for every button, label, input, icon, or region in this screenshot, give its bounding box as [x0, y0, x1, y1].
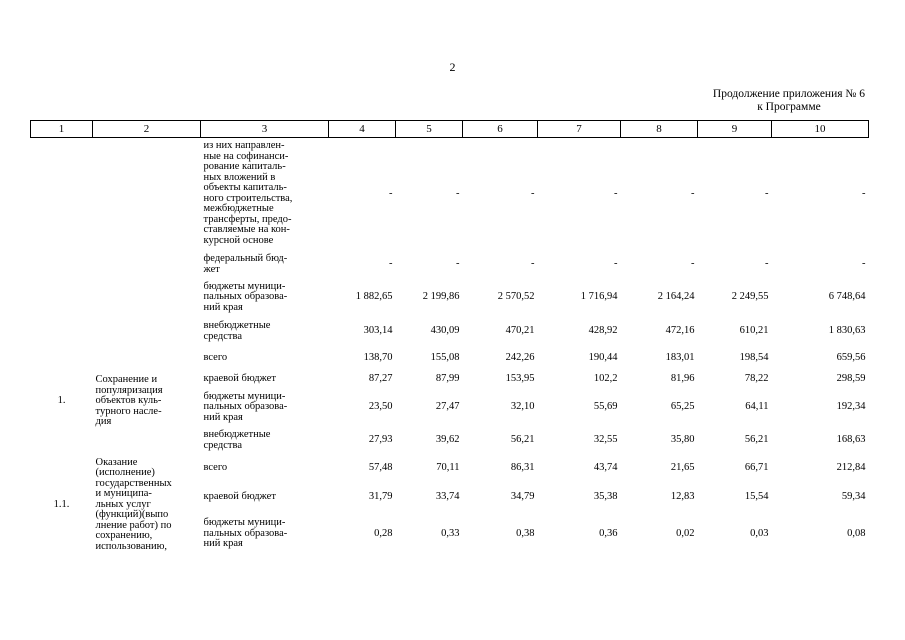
value-cell: 66,71 — [744, 461, 769, 473]
value-cell: 0,03 — [750, 527, 769, 539]
table-body — [31, 138, 869, 555]
section-name: Сохранение и популяризация объектов куль- турного насле- дия — [95, 374, 163, 428]
section-code: 1. — [57, 395, 66, 407]
value-cell: 298,59 — [836, 373, 866, 385]
table-row — [31, 138, 869, 250]
code-cell — [31, 138, 93, 250]
value-cell: 1 716,94 — [580, 291, 618, 303]
section-code: 1.1. — [53, 498, 70, 510]
value-cell: - — [691, 258, 695, 270]
value-cell: 56,21 — [744, 434, 769, 446]
value-cell: 0,36 — [599, 527, 618, 539]
name-cell — [93, 138, 201, 250]
value-cell: 470,21 — [505, 325, 535, 337]
value-cell: 2 249,55 — [731, 291, 769, 303]
code-cell — [31, 280, 93, 316]
name-cell — [93, 316, 201, 348]
row-label: внебюджетные средства — [203, 320, 271, 342]
value-cell: - — [765, 258, 769, 270]
value-cell: 192,34 — [836, 401, 866, 413]
value-cell: 153,95 — [505, 373, 535, 385]
column-header: 2 — [93, 121, 201, 138]
value-cell: 39,62 — [435, 434, 460, 446]
value-cell: 32,55 — [593, 434, 618, 446]
value-cell: 430,09 — [430, 325, 460, 337]
value-cell: 70,11 — [436, 461, 460, 473]
table-row — [31, 316, 869, 348]
value-cell: 6 748,64 — [828, 291, 866, 303]
code-cell — [31, 250, 93, 280]
row-label: бюджеты муници- пальных образова- ний края — [203, 517, 288, 550]
column-header: 4 — [329, 121, 396, 138]
value-cell: - — [531, 187, 535, 199]
value-cell: 87,99 — [435, 373, 460, 385]
row-label: федеральный бюд- жет — [203, 253, 288, 275]
value-cell: 87,27 — [368, 373, 393, 385]
value-cell: - — [614, 258, 618, 270]
appendix-note — [713, 88, 865, 114]
table-row — [31, 250, 869, 280]
column-header: 7 — [538, 121, 621, 138]
value-cell: - — [862, 258, 866, 270]
value-cell: 2 164,24 — [657, 291, 695, 303]
value-cell: 23,50 — [368, 401, 393, 413]
value-cell: 102,2 — [593, 373, 618, 385]
row-label: внебюджетные средства — [203, 429, 271, 451]
row-label: краевой бюджет — [203, 490, 276, 502]
value-cell: - — [531, 258, 535, 270]
value-cell: 59,34 — [841, 490, 866, 502]
value-cell: - — [614, 187, 618, 199]
row-label: бюджеты муници- пальных образова- ний края — [203, 280, 288, 313]
value-cell: 0,38 — [516, 527, 535, 539]
value-cell: 21,65 — [670, 461, 695, 473]
value-cell: 0,08 — [847, 527, 866, 539]
value-cell: 428,92 — [588, 325, 618, 337]
value-cell: 472,16 — [665, 325, 695, 337]
value-cell: 35,80 — [670, 434, 695, 446]
value-cell: 242,26 — [505, 352, 535, 364]
value-cell: 610,21 — [739, 325, 769, 337]
value-cell: - — [862, 187, 866, 199]
value-cell: 2 570,52 — [497, 291, 535, 303]
value-cell: - — [691, 187, 695, 199]
value-cell: 1 882,65 — [355, 291, 393, 303]
value-cell: 43,74 — [593, 461, 618, 473]
row-label: всего — [203, 352, 228, 364]
column-header: 8 — [621, 121, 698, 138]
name-cell — [93, 280, 201, 316]
value-cell: - — [389, 187, 393, 199]
value-cell: 32,10 — [510, 401, 535, 413]
value-cell: 155,08 — [430, 352, 460, 364]
column-header: 3 — [201, 121, 329, 138]
value-cell: 34,79 — [510, 490, 535, 502]
value-cell: 81,96 — [670, 373, 695, 385]
budget-table — [30, 120, 869, 554]
value-cell: 33,74 — [435, 490, 460, 502]
value-cell: 12,83 — [670, 490, 695, 502]
appendix-note-line1: Продолжение приложения № 6 — [712, 88, 865, 100]
value-cell: 55,69 — [593, 401, 618, 413]
row-label: из них направлен- ные на софинанси- рование капиталь- ных вложений в объекты капиталь- ного строительства, межбюджетные трансферты, предо- ставляемые на кон- курсной основе — [203, 140, 293, 246]
value-cell: 1 830,63 — [828, 325, 866, 337]
name-cell — [93, 250, 201, 280]
value-cell: 659,56 — [836, 352, 866, 364]
value-cell: 212,84 — [836, 461, 866, 473]
section-name: Оказание (исполнение) государственных и муниципа- льных услуг (функций)(выпо лнение работ) по сохранению, использованию, — [95, 456, 172, 552]
value-cell: 78,22 — [744, 373, 769, 385]
value-cell: 35,38 — [593, 490, 618, 502]
column-number-row — [31, 121, 869, 138]
value-cell: 86,31 — [510, 461, 535, 473]
page-number: 2 — [449, 60, 456, 74]
value-cell: 56,21 — [510, 434, 535, 446]
value-cell: - — [456, 187, 460, 199]
value-cell: 2 199,86 — [422, 291, 460, 303]
column-header: 5 — [396, 121, 463, 138]
table-row — [31, 348, 869, 370]
value-cell: 0,33 — [441, 527, 460, 539]
value-cell: 168,63 — [836, 434, 866, 446]
value-cell: 190,44 — [588, 352, 618, 364]
value-cell: 27,93 — [368, 434, 393, 446]
value-cell: - — [765, 187, 769, 199]
value-cell: 15,54 — [744, 490, 769, 502]
value-cell: 303,14 — [363, 325, 393, 337]
row-label: краевой бюджет — [203, 373, 276, 385]
value-cell: 64,11 — [745, 401, 769, 413]
value-cell: 0,02 — [676, 527, 695, 539]
value-cell: 65,25 — [670, 401, 695, 413]
value-cell: 0,28 — [374, 527, 393, 539]
value-cell: - — [389, 258, 393, 270]
column-header: 1 — [31, 121, 93, 138]
column-header: 9 — [698, 121, 772, 138]
value-cell: 57,48 — [368, 461, 393, 473]
value-cell: 27,47 — [435, 401, 460, 413]
value-cell: - — [456, 258, 460, 270]
table-row — [31, 456, 869, 481]
value-cell: 198,54 — [739, 352, 769, 364]
row-label: всего — [203, 461, 228, 473]
appendix-note-line2: к Программе — [757, 101, 821, 113]
table-row — [31, 280, 869, 316]
value-cell: 31,79 — [368, 490, 393, 502]
row-label: бюджеты муници- пальных образова- ний края — [203, 390, 288, 423]
value-cell: 183,01 — [665, 352, 695, 364]
column-header: 10 — [772, 121, 869, 138]
value-cell: 138,70 — [363, 352, 393, 364]
column-header: 6 — [463, 121, 538, 138]
code-cell — [31, 316, 93, 348]
